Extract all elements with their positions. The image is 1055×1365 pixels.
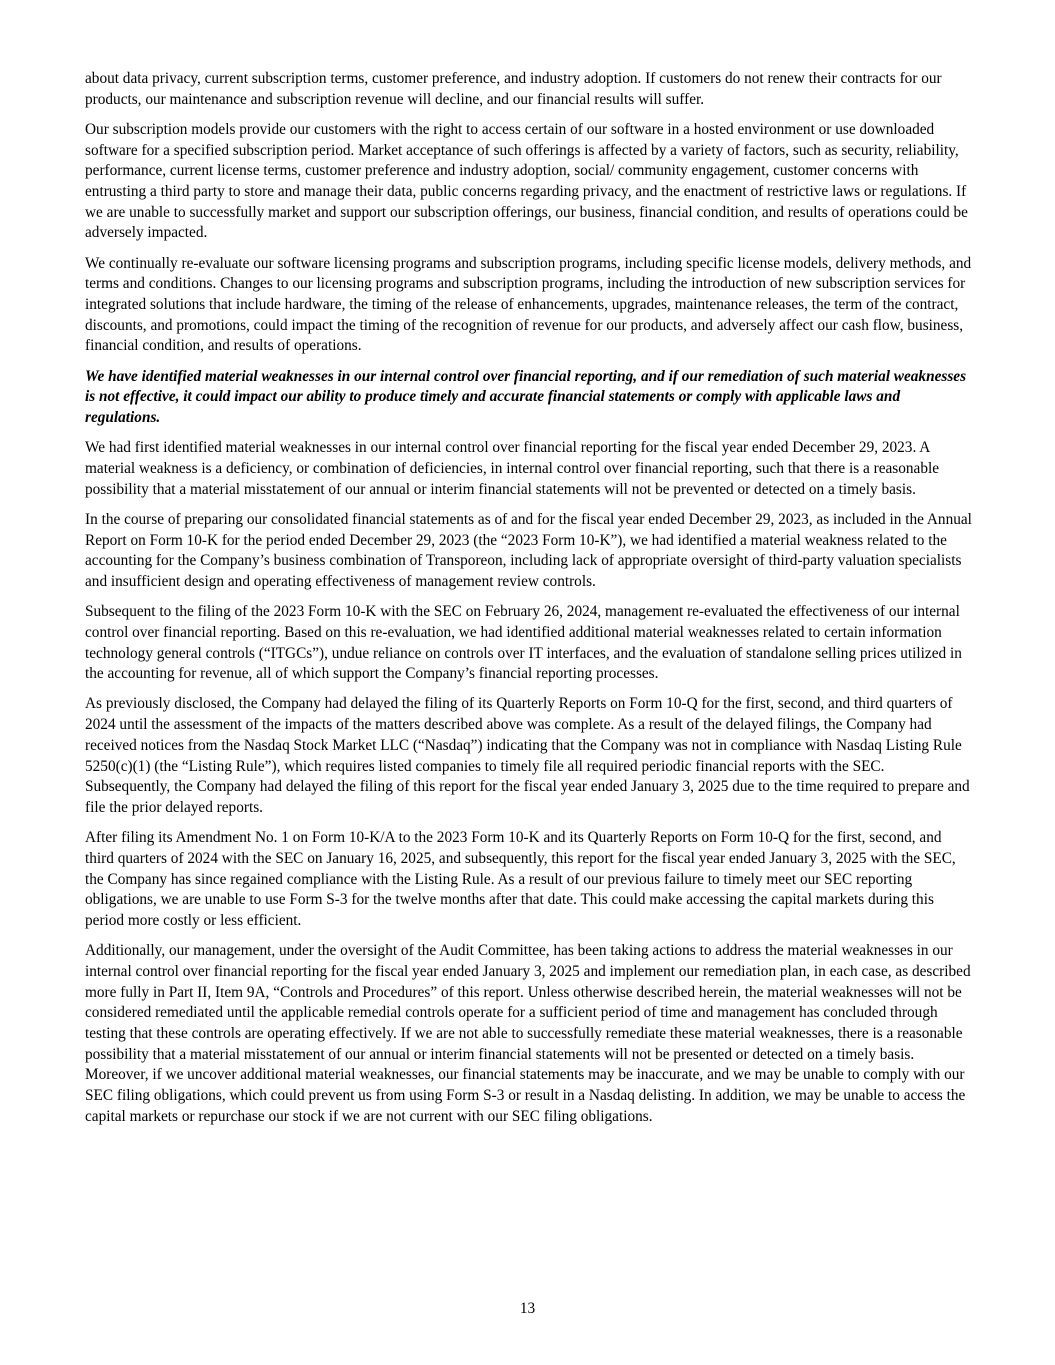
risk-factor-heading: We have identified material weaknesses in our internal control over financial reporting, and if our remediation of such material weaknesses is not effective, it could impact our ability to produce timely and accurate financial statements or comply with applicable laws and regulations. (85, 367, 967, 427)
page-number: 13 (519, 1300, 536, 1317)
paragraph-regained-compliance: After filing its Amendment No. 1 on Form 10-K/A to the 2023 Form 10-K and its Quarterly Reports on Form 10-Q for the first, second, and third quarters of 2024 with the SEC on January 16, 2025, and subsequently, this report for the fiscal year ended January 3, 2025 with the SEC, the Company has since regained compliance with the Listing Rule. As a result of our previous failure to timely meet our SEC reporting obligations, we are unable to use Form S-3 for the twelve months after that date. This could make accessing the capital markets during this period more costly or less efficient. (85, 829, 956, 930)
document-body (85, 69, 973, 1137)
paragraph-licensing-programs: We continually re-evaluate our software licensing programs and subscription programs, including specific license models, delivery methods, and terms and conditions. Changes to our licensing programs and subscription programs, including the introduction of new subscription services for integrated solutions that include hardware, the timing of the release of enhancements, upgrades, maintenance releases, the term of the contract, discounts, and promotions, could impact the timing of the recognition of revenue for our products, and adversely affect our cash flow, business, financial condition, and results of operations. (85, 254, 972, 355)
paragraph-delayed-filings: As previously disclosed, the Company had delayed the filing of its Quarterly Reports on Form 10-Q for the first, second, and third quarters of 2024 until the assessment of the impacts of the matters described above was complete. As a result of the delayed filings, the Company had received notices from the Nasdaq Stock Market LLC (“Nasdaq”) indicating that the Company was not in compliance with Nasdaq Listing Rule 5250(c)(1) (the “Listing Rule”), which requires listed companies to timely file all required periodic financial reports with the SEC. Subsequently, the Company had delayed the filing of this report for the fiscal year ended January 3, 2025 due to the time required to prepare and file the prior delayed reports. (85, 695, 970, 816)
paragraph-subscription-models: Our subscription models provide our customers with the right to access certain of our software in a hosted environment or use downloaded software for a specified subscription period. Market acceptance of such offerings is affected by a variety of factors, such as security, reliability, performance, current license terms, customer preference and industry adoption, social/ community engagement, customer concerns with entrusting a third party to store and manage their data, public concerns regarding privacy, and the enactment of restrictive laws or regulations. If we are unable to successfully market and support our subscription offerings, our business, financial condition, and results of operations could be adversely impacted. (85, 120, 968, 242)
paragraph-remediation-plan: Additionally, our management, under the oversight of the Audit Committee, has been taking actions to address the material weaknesses in our internal control over financial reporting for the fiscal year ended January 3, 2025 and implement our remediation plan, in each case, as described more fully in Part II, Item 9A, “Controls and Procedures” of this report. Unless otherwise described herein, the material weaknesses will not be considered remediated until the applicable remedial controls operate for a sufficient period of time and management has concluded through testing that these controls are operating effectively. If we are not able to successfully remediate these material weaknesses, there is a reasonable possibility that a material misstatement of our annual or interim financial statements will not be presented or detected on a timely basis. Moreover, if we uncover additional material weaknesses, our financial statements may be inaccurate, and we may be unable to comply with our SEC filing obligations, which could prevent us from using Form S-3 or result in a Nasdaq delisting. In addition, we may be unable to access the capital markets or repurchase our stock if we are not current with our SEC filing obligations. (85, 942, 971, 1125)
paragraph-subscription-renewal: about data privacy, current subscription terms, customer preference, and industry adoption. If customers do not renew their contracts for our products, our maintenance and subscription revenue will decline, and our financial results will suffer. (85, 70, 942, 108)
paragraph-transporeon-weakness: In the course of preparing our consolidated financial statements as of and for the fiscal year ended December 29, 2023, as included in the Annual Report on Form 10-K for the period ended December 29, 2023 (the “2023 Form 10-K”), we had identified a material weakness related to the accounting for the Company’s business combination of Transporeon, including lack of appropriate oversight of third-party valuation specialists and insufficient design and operating effectiveness of management review controls. (85, 510, 972, 590)
paragraph-material-weakness-definition: We had first identified material weaknesses in our internal control over financial reporting for the fiscal year ended December 29, 2023. A material weakness is a deficiency, or combination of deficiencies, in internal control over financial reporting, such that there is a reasonable possibility that a material misstatement of our annual or interim financial statements will not be prevented or detected on a timely basis. (85, 439, 940, 498)
paragraph-itgc-weaknesses: Subsequent to the filing of the 2023 Form 10-K with the SEC on February 26, 2024, management re-evaluated the effectiveness of our internal control over financial reporting. Based on this re-evaluation, we had identified additional material weaknesses related to certain information technology general controls (“ITGCs”), undue reliance on controls over IT interfaces, and the evaluation of standalone selling prices utilized in the accounting for revenue, all of which support the Company’s financial reporting processes. (85, 603, 962, 683)
